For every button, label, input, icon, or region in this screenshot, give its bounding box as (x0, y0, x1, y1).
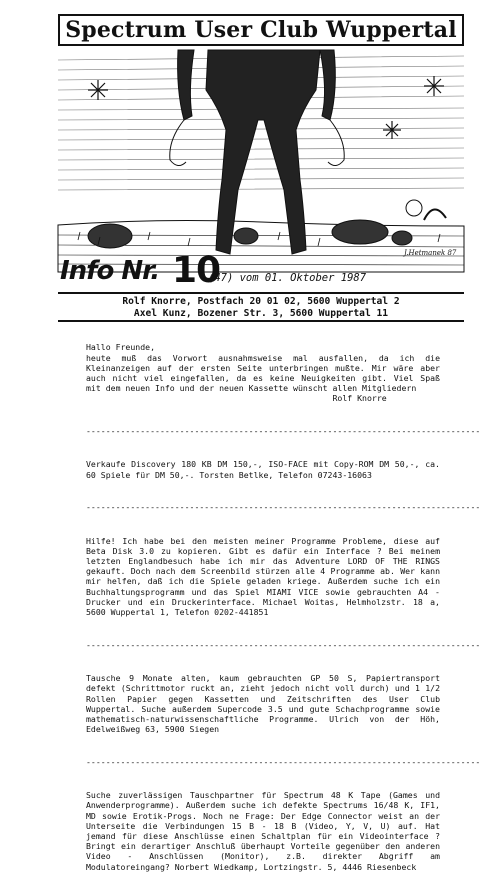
club-title-banner (58, 14, 464, 46)
separator-line: -------------------------------------------------------------------------------- (86, 756, 480, 767)
foreword-paragraph: Hallo Freunde, heute muß das Vorwort ausnahmsweise mal ausfallen, da ich die Kleinanzeigen auf der ersten Seite unterbringen mußte. Mir wäre aber auch nicht viel eingefallen, da es keine Neuigkeiten gibt. Viel Spaß mit dem neuen Info und der neuen Kassette wünscht allen Mitgliedern Rolf Knorre (86, 342, 440, 404)
classified-ad: Tausche 9 Monate alten, kaum gebrauchten GP 50 S, Papiertransport defekt (Schrittmotor ruckt an, zieht jedoch nicht voll durch) und 1 1/2 Rollen Papier gegen Kassetten und Zeitschriften des User Club Wuppertal. Suche außerdem Supercode 3.5 und gute Schachprogramme sowie mathematisch-naturwissenschaftliche Programme. Ulrich von der Höh, Edelweißweg 63, 5900 Siegen (86, 673, 445, 735)
contact-addresses (58, 292, 464, 322)
issue-header (58, 252, 464, 292)
issue-date: (47) vom 01. Oktober 1987 (208, 272, 367, 284)
issue-number: 10 (172, 250, 221, 291)
separator-line: -------------------------------------------------------------------------------- (86, 639, 480, 650)
club-title: Spectrum User Club Wuppertal (65, 17, 457, 43)
classified-ad: Suche zuverlässigen Tauschpartner für Spectrum 48 K Tape (Games und Anwenderprogramme). Außerdem suche ich defekte Spectrums 16/48 K, IF1, MD sowie Erotik-Progs. Noch ne Frage: Der Edge Connector weist an der Unterseite die Verbindungen 15 B - 18 B (Video, Y, V, U) auf. Hat jemand für diese Anschlüsse einen Schaltplan für ein Videointerface ? Bringt ein derartiger Anschluß überhaupt Vorteile gegenüber den anderen Video - Anschlüssen (Monitor), z.B. direkter Abgriff am Modulatoreingang? Norbert Wiedkamp, Lortzingstr. 5, 4446 Riesenbeck (86, 790, 445, 872)
address-line-2: Axel Kunz, Bozener Str. 3, 5600 Wuppertal 11 (133, 308, 389, 319)
separator-line: -------------------------------------------------------------------------------- (86, 502, 480, 513)
address-line-1: Rolf Knorre, Postfach 20 01 02, 5600 Wuppertal 2 (122, 296, 400, 307)
cover-illustration (58, 50, 464, 272)
artist-signature: J.Hetmanek 87 (404, 249, 457, 257)
classifieds-content (86, 322, 480, 892)
issue-label: Info Nr. (60, 256, 160, 286)
classified-ad: Verkaufe Discovery 180 KB DM 150,-, ISO-FACE mit Copy-ROM DM 50,-, ca. 60 Spiele für DM 50,-. Torsten Betlke, Telefon 07243-16063 (86, 459, 445, 480)
separator-line: -------------------------------------------------------------------------------- (86, 426, 480, 437)
classified-ad: Hilfe! Ich habe bei den meisten meiner Programme Probleme, diese auf Beta Disk 3.0 zu kopieren. Gibt es dafür ein Interface ? Bei meinem letzten Englandbesuch habe ich mir das Adventure LORD OF THE RINGS gekauft. Doch nach dem Screenbild stürzen alle 4 Programme ab. Wer kann mir helfen, daß ich die Spiele geladen kriege. Außerdem suche ich ein Buchhaltungsprogramm und das Spiel MIAMI VICE sowie gebrauchten A4 - Drucker und ein Druckerinterface. Michael Woitas, Helmholzstr. 18 a, 5600 Wuppertal 1, Telefon 0202-441851 (86, 535, 445, 618)
